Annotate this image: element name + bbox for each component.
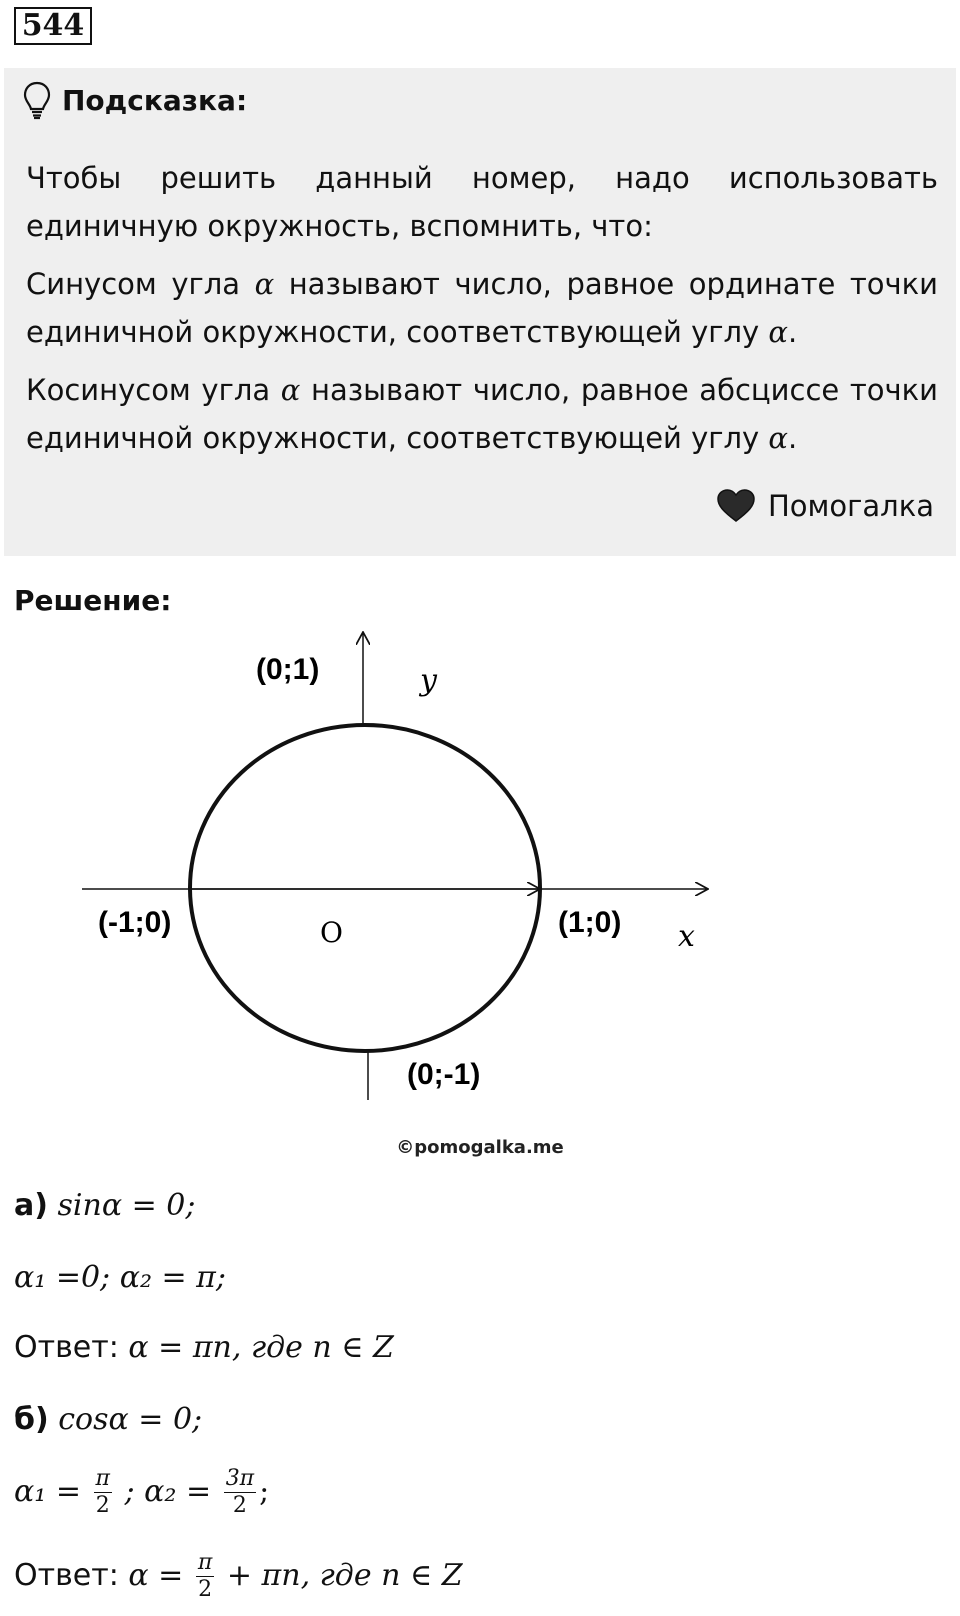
- part-b-eq: cosα = 0;: [58, 1402, 203, 1437]
- fraction-numerator: π: [95, 1466, 110, 1491]
- part-a-eq: sinα = 0;: [57, 1188, 196, 1223]
- part-a-label: а): [14, 1188, 48, 1223]
- answer-prefix: Ответ:: [14, 1558, 119, 1593]
- fraction-denominator: 2: [198, 1577, 213, 1602]
- lightbulb-icon: [22, 80, 52, 120]
- label-point-top: (0;1): [256, 653, 320, 686]
- answer-prefix: Ответ:: [14, 1330, 119, 1365]
- part-b-answer-rest: + πn, где n ∈ Z: [226, 1558, 463, 1593]
- copyright: ©pomogalka.me: [396, 1137, 564, 1158]
- signature-text: Помогалка: [768, 489, 934, 523]
- problem-number: 544: [14, 7, 92, 45]
- alpha-symbol: α: [280, 373, 301, 407]
- fraction: [196, 1550, 214, 1603]
- part-a-answer-text: α = πn, где n ∈ Z: [128, 1330, 394, 1365]
- alpha-symbol: α: [768, 421, 789, 455]
- solution-title: Решение:: [14, 584, 172, 617]
- unit-circle: [190, 725, 540, 1051]
- fraction: [94, 1466, 112, 1519]
- label-point-bottom: (0;-1): [407, 1058, 481, 1091]
- part-b-answer: [14, 1550, 463, 1603]
- part-b-roots: [14, 1466, 269, 1519]
- part-b-roots-mid: ; α₂ =: [124, 1474, 212, 1509]
- heart-icon: [716, 488, 756, 524]
- part-b-answer-start: α =: [128, 1558, 184, 1593]
- fraction: [224, 1466, 256, 1519]
- signature: [716, 488, 934, 524]
- hint-title: Подсказка:: [62, 83, 248, 117]
- fraction-numerator: 3π: [225, 1466, 255, 1491]
- fraction-numerator: π: [197, 1550, 213, 1575]
- hint-panel: [4, 68, 956, 556]
- hint-paragraph-3: Косинусом угла α называют число, равное абсциссе точки единичной окружности, соответствующей углу α.: [26, 373, 938, 455]
- part-a-roots-text: α₁ =0; α₂ = π;: [14, 1260, 227, 1295]
- part-a-equation: [14, 1188, 196, 1223]
- part-b-label: б): [14, 1402, 49, 1437]
- hint-paragraph-1: Чтобы решить данный номер, надо использовать единичную окружность, вспомнить, что:: [26, 161, 938, 243]
- hint-p3-rest: называют число, равное абсциссе точки единичной окружности, соответствующей углу: [26, 373, 938, 455]
- alpha-symbol: α: [254, 267, 275, 301]
- part-a-roots: [14, 1260, 226, 1295]
- fraction-denominator: 2: [232, 1493, 247, 1518]
- hint-paragraph-2: Синусом угла α называют число, равное ординате точки единичной окружности, соответствующей углу α.: [26, 267, 938, 349]
- unit-circle-diagram: [0, 620, 960, 1110]
- label-y-axis: y: [420, 663, 437, 698]
- part-b-roots-start: α₁ =: [14, 1474, 81, 1509]
- part-b-roots-end: ;: [259, 1474, 270, 1509]
- label-point-right: (1;0): [558, 906, 622, 939]
- part-b-equation: [14, 1402, 202, 1437]
- hint-p2-start: Синусом угла: [26, 267, 241, 301]
- label-point-left: (-1;0): [98, 906, 172, 939]
- part-a-answer: [14, 1330, 394, 1365]
- alpha-symbol: α: [768, 315, 789, 349]
- fraction-denominator: 2: [95, 1493, 110, 1518]
- hint-p3-start: Косинусом угла: [26, 373, 271, 407]
- label-origin: O: [320, 916, 343, 949]
- label-x-axis: x: [678, 919, 695, 954]
- hint-header: [22, 80, 247, 120]
- hint-p2-rest: называют число, равное ординате точки единичной окружности, соответствующей углу: [26, 267, 938, 349]
